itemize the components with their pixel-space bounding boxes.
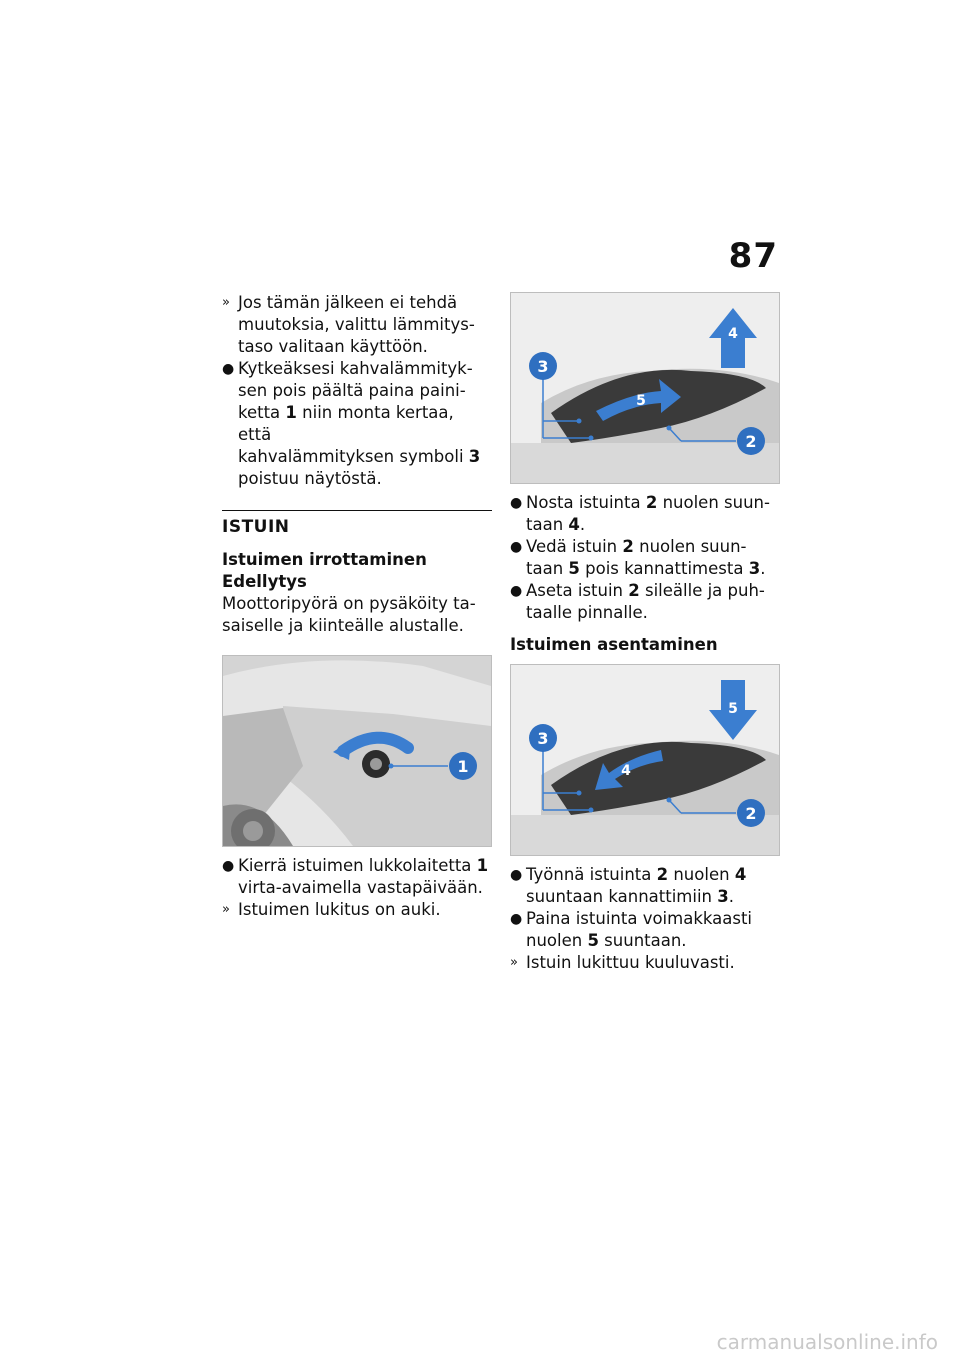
svg-text:4: 4 [728,326,738,342]
prerequisite-text: Moottoripyörä on pysäköity ta- saiselle ja kiinteälle alustalle. [222,594,476,635]
bullet-mark: ● [222,858,235,874]
left-column [222,292,492,921]
svg-text:1: 1 [457,757,469,776]
svg-text:3: 3 [537,357,549,376]
subheading-install-seat: Istuimen asentaminen [510,635,718,654]
step-item: ● Työnnä istuinta 2 nuolen 4 suuntaan kannattimiin 3. [510,865,747,906]
page-number: 87 [728,236,778,276]
svg-text:5: 5 [728,701,738,717]
step-item: ● Kierrä istuimen lukkolaitetta 1 virta-avaimella vastapäivään. [222,856,489,897]
right-column [510,292,780,974]
svg-text:5: 5 [636,393,646,409]
step-item: ● Nosta istuinta 2 nuolen suun- taan 4. [510,493,770,534]
callout-badge [529,352,557,380]
step-item: ● Paina istuinta voimakkaasti nuolen 5 suuntaan. [510,909,753,950]
subheading-prerequisite: Edellytys [222,572,307,591]
seat-lock-figure [222,655,492,847]
bullet-mark: ● [510,911,523,927]
step-item: ● Vedä istuin 2 nuolen suun- taan 5 pois kannattimesta 3. [510,537,766,578]
svg-text:3: 3 [537,729,549,748]
seat-remove-illustration [511,293,779,483]
bullet-mark: ● [510,867,523,883]
seat-install-illustration [511,665,779,855]
bullet-mark: ● [510,495,523,511]
callout-badge [737,799,765,827]
seat-remove-figure [510,292,780,484]
bullet-mark: ● [222,361,235,377]
result-mark: » [222,902,230,917]
svg-text:4: 4 [621,763,631,779]
result-mark: » [222,295,230,310]
seat-install-figure [510,664,780,856]
watermark: carmanualsonline.info [716,1330,938,1354]
callout-badge [737,427,765,455]
svg-text:2: 2 [745,432,757,451]
section-heading: ISTUIN [222,517,290,537]
result-item: » Jos tämän jälkeen ei tehdä muutoksia, valittu lämmitys- taso valitaan käyttöön. [222,293,475,356]
step-item: ● Kytkeäksesi kahvalämmityk- sen pois päältä paina paini- ketta 1 niin monta kertaa, että kahvalämmityksen symboli 3 poistuu näytöstä. [222,359,481,488]
result-mark: » [510,955,518,970]
result-item: » Istuin lukittuu kuuluvasti. [510,953,735,972]
svg-text:2: 2 [745,804,757,823]
bullet-mark: ● [510,583,523,599]
callout-badge [529,724,557,752]
step-item: ● Aseta istuin 2 sileälle ja puh- taalle pinnalle. [510,581,765,622]
callout-badge [449,752,477,780]
result-item: » Istuimen lukitus on auki. [222,900,441,919]
section-rule [222,510,492,511]
bullet-mark: ● [510,539,523,555]
subheading-remove-seat: Istuimen irrottaminen [222,550,427,569]
seat-lock-illustration [223,656,491,846]
